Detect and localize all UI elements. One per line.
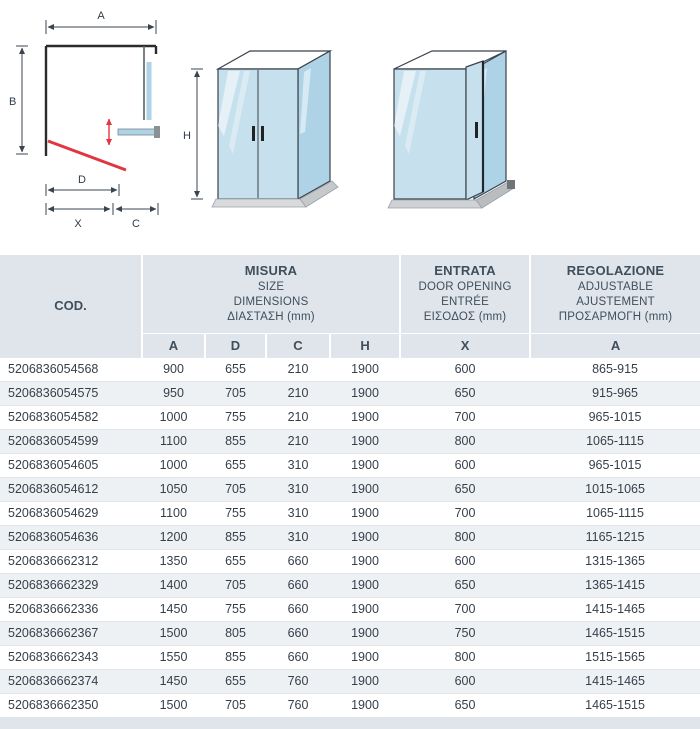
- cod-cell: 5206836662374: [0, 669, 142, 693]
- value-cell: 865-915: [530, 357, 700, 381]
- dim-label-h: H: [183, 130, 191, 142]
- diagrams-strip: [0, 0, 700, 255]
- dim-label-c: C: [132, 218, 140, 230]
- value-cell: 700: [400, 405, 530, 429]
- value-cell: 705: [205, 381, 266, 405]
- value-cell: 1500: [142, 693, 205, 717]
- value-cell: 600: [400, 669, 530, 693]
- value-cell: 800: [400, 429, 530, 453]
- table-row: [0, 501, 700, 525]
- value-cell: 755: [205, 501, 266, 525]
- open-door-line: [48, 141, 126, 170]
- value-cell: 660: [266, 597, 330, 621]
- value-cell: 210: [266, 381, 330, 405]
- value-cell: 700: [400, 501, 530, 525]
- value-cell: 900: [142, 357, 205, 381]
- cod-cell: 5206836054636: [0, 525, 142, 549]
- cod-cell: 5206836054568: [0, 357, 142, 381]
- value-cell: 1100: [142, 501, 205, 525]
- value-cell: 310: [266, 501, 330, 525]
- table-row: [0, 573, 700, 597]
- col-header-adj-a: A: [530, 333, 700, 357]
- value-cell: 210: [266, 405, 330, 429]
- value-cell: 1415-1465: [530, 597, 700, 621]
- value-cell: 660: [266, 621, 330, 645]
- value-cell: 310: [266, 477, 330, 501]
- table-row: [0, 525, 700, 549]
- group-line: ΠΡΟΣΑΡΜΟΓΗ (mm): [558, 310, 673, 323]
- value-cell: 1050: [142, 477, 205, 501]
- col-header-a: A: [142, 333, 205, 357]
- value-cell: 1065-1115: [530, 429, 700, 453]
- cod-cell: 5206836662350: [0, 693, 142, 717]
- value-cell: 800: [400, 525, 530, 549]
- shower-tray: [388, 200, 482, 208]
- header-group-regolazione: [530, 255, 700, 333]
- value-cell: 1900: [330, 573, 400, 597]
- value-cell: 1165-1215: [530, 525, 700, 549]
- value-cell: 650: [400, 573, 530, 597]
- value-cell: 1900: [330, 621, 400, 645]
- value-cell: 1100: [142, 429, 205, 453]
- value-cell: 1015-1065: [530, 477, 700, 501]
- value-cell: 600: [400, 357, 530, 381]
- value-cell: 705: [205, 477, 266, 501]
- value-cell: 855: [205, 645, 266, 669]
- header-group-misura: [142, 255, 400, 333]
- value-cell: 655: [205, 453, 266, 477]
- table-row: [0, 597, 700, 621]
- table-row: [0, 645, 700, 669]
- value-cell: 655: [205, 549, 266, 573]
- group-line: ADJUSTABLE: [577, 280, 654, 293]
- value-cell: 705: [205, 573, 266, 597]
- table-body: [0, 357, 700, 717]
- cod-cell: 5206836662336: [0, 597, 142, 621]
- table-row: [0, 429, 700, 453]
- value-cell: 750: [400, 621, 530, 645]
- value-cell: 1500: [142, 621, 205, 645]
- group-line: DIMENSIONS: [233, 295, 309, 308]
- cod-cell: 5206836054629: [0, 501, 142, 525]
- value-cell: 600: [400, 549, 530, 573]
- value-cell: 1065-1115: [530, 501, 700, 525]
- cod-cell: 5206836662312: [0, 549, 142, 573]
- value-cell: 1900: [330, 525, 400, 549]
- value-cell: 1350: [142, 549, 205, 573]
- cod-cell: 5206836662343: [0, 645, 142, 669]
- value-cell: 655: [205, 357, 266, 381]
- table-row: [0, 453, 700, 477]
- value-cell: 1365-1415: [530, 573, 700, 597]
- group-line: SIZE: [257, 280, 285, 293]
- table-row: [0, 549, 700, 573]
- dim-label-b: B: [9, 96, 17, 108]
- col-header-c: C: [266, 333, 330, 357]
- value-cell: 1900: [330, 453, 400, 477]
- door-handle-right: [261, 126, 264, 141]
- value-cell: 1450: [142, 669, 205, 693]
- value-cell: 1465-1515: [530, 621, 700, 645]
- shower-tray: [212, 199, 306, 207]
- value-cell: 600: [400, 453, 530, 477]
- table-row: [0, 477, 700, 501]
- dim-label-x: X: [74, 218, 82, 230]
- value-cell: 915-965: [530, 381, 700, 405]
- value-cell: 950: [142, 381, 205, 405]
- cod-cell: 5206836662329: [0, 573, 142, 597]
- value-cell: 705: [205, 693, 266, 717]
- value-cell: 1415-1465: [530, 669, 700, 693]
- group-title-misura: MISURA: [244, 263, 298, 279]
- value-cell: 1900: [330, 501, 400, 525]
- door-handle-left: [252, 126, 255, 141]
- value-cell: 855: [205, 429, 266, 453]
- value-cell: 755: [205, 597, 266, 621]
- value-cell: 1315-1365: [530, 549, 700, 573]
- value-cell: 760: [266, 669, 330, 693]
- value-cell: 755: [205, 405, 266, 429]
- value-cell: 855: [205, 525, 266, 549]
- value-cell: 210: [266, 429, 330, 453]
- table-row: [0, 357, 700, 381]
- header-group-row: [0, 255, 700, 333]
- value-cell: 1000: [142, 453, 205, 477]
- dim-label-d: D: [78, 174, 86, 186]
- value-cell: 1900: [330, 549, 400, 573]
- value-cell: 650: [400, 477, 530, 501]
- cod-cell: 5206836662367: [0, 621, 142, 645]
- tray-corner: [507, 180, 515, 189]
- value-cell: 650: [400, 693, 530, 717]
- value-cell: 1900: [330, 669, 400, 693]
- value-cell: 1900: [330, 645, 400, 669]
- value-cell: 1900: [330, 405, 400, 429]
- cod-cell: 5206836054599: [0, 429, 142, 453]
- table-row: [0, 381, 700, 405]
- value-cell: 1400: [142, 573, 205, 597]
- cod-column-header: COD.: [0, 255, 142, 357]
- table-row: [0, 621, 700, 645]
- value-cell: 805: [205, 621, 266, 645]
- value-cell: 310: [266, 453, 330, 477]
- table-row: [0, 693, 700, 717]
- group-line: ΔΙΑΣΤΑΣΗ (mm): [227, 310, 315, 323]
- iso-closed-diagram: [180, 14, 355, 239]
- value-cell: 660: [266, 645, 330, 669]
- wall-profile: [154, 126, 160, 138]
- value-cell: 1450: [142, 597, 205, 621]
- value-cell: 1900: [330, 429, 400, 453]
- cod-cell: 5206836054582: [0, 405, 142, 429]
- group-line: DOOR OPENING: [418, 280, 512, 293]
- value-cell: 650: [400, 381, 530, 405]
- value-cell: 965-1015: [530, 453, 700, 477]
- value-cell: 655: [205, 669, 266, 693]
- value-cell: 1900: [330, 357, 400, 381]
- door-handle: [475, 122, 478, 138]
- header-group-entrata: [400, 255, 530, 333]
- value-cell: 1000: [142, 405, 205, 429]
- group-line: ENTRÉE: [441, 295, 489, 308]
- value-cell: 800: [400, 645, 530, 669]
- value-cell: 1900: [330, 597, 400, 621]
- value-cell: 660: [266, 573, 330, 597]
- value-cell: 1900: [330, 381, 400, 405]
- value-cell: 965-1015: [530, 405, 700, 429]
- door-panel: [466, 61, 483, 200]
- value-cell: 1550: [142, 645, 205, 669]
- cod-cell: 5206836054612: [0, 477, 142, 501]
- value-cell: 1515-1565: [530, 645, 700, 669]
- dim-label-a: A: [97, 10, 105, 22]
- value-cell: 1900: [330, 477, 400, 501]
- plan-view-diagram: [6, 6, 191, 246]
- value-cell: 210: [266, 357, 330, 381]
- cod-cell: 5206836054575: [0, 381, 142, 405]
- value-cell: 1900: [330, 693, 400, 717]
- value-cell: 1465-1515: [530, 693, 700, 717]
- bottom-band: [0, 717, 700, 729]
- cod-cell: 5206836054605: [0, 453, 142, 477]
- col-header-d: D: [205, 333, 266, 357]
- value-cell: 310: [266, 525, 330, 549]
- group-line: ΕΙΣΟΔΟΣ (mm): [423, 310, 507, 323]
- group-title-regolazione: REGOLAZIONE: [566, 263, 665, 279]
- iso-open-door-diagram: [356, 14, 531, 239]
- value-cell: 700: [400, 597, 530, 621]
- value-cell: 660: [266, 549, 330, 573]
- group-title-entrata: ENTRATA: [434, 263, 496, 279]
- group-line: AJUSTEMENT: [576, 295, 655, 308]
- table-row: [0, 669, 700, 693]
- value-cell: 760: [266, 693, 330, 717]
- spec-table: [0, 255, 700, 717]
- col-header-h: H: [330, 333, 400, 357]
- table-row: [0, 405, 700, 429]
- col-header-x: X: [400, 333, 530, 357]
- value-cell: 1200: [142, 525, 205, 549]
- side-panel: [118, 129, 156, 135]
